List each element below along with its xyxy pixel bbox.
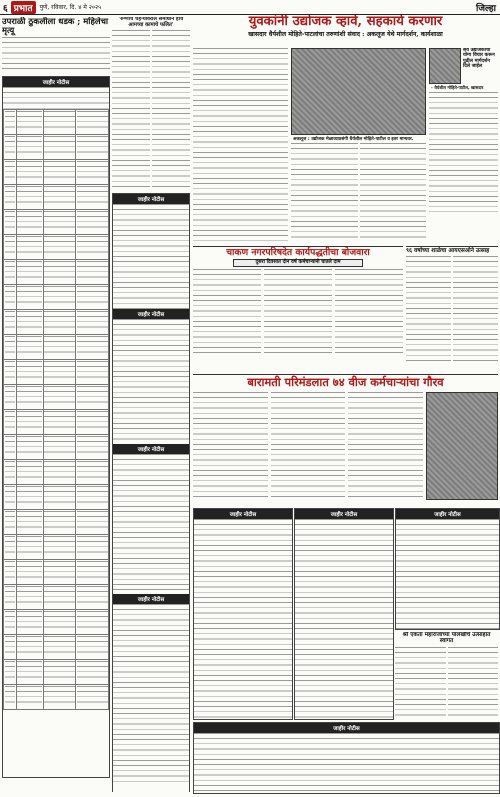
table-cell (76, 210, 109, 235)
chakan-subheadline: दुसरा दिवसात दोन वर्ष कर्मचाऱ्यांनी घातले दाम (233, 259, 363, 267)
table-cell (16, 260, 43, 285)
portrait-photo (429, 48, 461, 84)
table-cell (4, 235, 17, 260)
table-cell (43, 285, 76, 310)
table-cell (16, 310, 43, 335)
table-row (4, 610, 109, 635)
table-cell (43, 110, 76, 135)
school-story (406, 246, 498, 372)
main-story-body-a (193, 48, 288, 243)
table-cell (16, 385, 43, 410)
table-cell (4, 660, 17, 685)
notice-title-5: जाहीर नोटीस (194, 509, 292, 519)
table-cell (43, 510, 76, 535)
table-cell (16, 110, 43, 135)
table-cell (76, 285, 109, 310)
right-teaser (429, 48, 498, 243)
notice-title-2: जाहीर नोटीस (113, 309, 189, 319)
right-teaser-text: सर्व उद्योजकांचा योग्य विचार करून पुढील मार्गदर्शन दिले जाईल (463, 48, 495, 69)
table-cell (4, 310, 17, 335)
masthead (0, 0, 500, 15)
table-row (4, 210, 109, 235)
table-cell (43, 235, 76, 260)
main-headline: युवकांनी उद्योजक व्हावे, सहकार्य करणार (248, 15, 443, 29)
left-story-headline: उपराळी ठुकलीला धडक ; महिलेचा मृत्यू (2, 17, 109, 36)
table-cell (4, 210, 17, 235)
table-row (4, 435, 109, 460)
table-cell (76, 560, 109, 585)
table-cell (43, 360, 76, 385)
table-cell (43, 260, 76, 285)
table-cell (4, 485, 17, 510)
table-cell (76, 635, 109, 660)
table-cell (43, 560, 76, 585)
table-cell (16, 160, 43, 185)
table-cell (43, 685, 76, 710)
table-cell (4, 435, 17, 460)
table-cell (43, 160, 76, 185)
table-cell (16, 410, 43, 435)
table-cell (43, 385, 76, 410)
table-cell (4, 135, 17, 160)
baramati-headline: बारामती परिमंडलात ७४ वीज कर्मचाऱ्यांचा गौरव (247, 375, 444, 389)
table-cell (43, 660, 76, 685)
table-row (4, 135, 109, 160)
table-row (4, 685, 109, 710)
table-cell (76, 385, 109, 410)
bottom-right-headline: श्री एकता महाराजांच्या पालखीचे उत्साहात स्वागत (402, 632, 491, 645)
left-notice-intro (3, 87, 109, 109)
baramati-photo (426, 392, 498, 500)
table-cell (76, 610, 109, 635)
table-cell (16, 610, 43, 635)
table-cell (4, 535, 17, 560)
date-line: पुणे, रविवार, दि. ४ मे २०२५ (39, 4, 102, 11)
left-story-body (2, 37, 110, 73)
left-column (2, 17, 110, 792)
table-cell (76, 435, 109, 460)
table-cell (4, 685, 17, 710)
left-notice-title: जाहीर नोटीस (3, 77, 109, 87)
second-col-body (112, 30, 190, 190)
table-cell (43, 610, 76, 635)
table-cell (76, 235, 109, 260)
table-cell (16, 360, 43, 385)
table-cell (4, 510, 17, 535)
table-cell (16, 535, 43, 560)
notice-title-4: जाहीर नोटीस (113, 594, 189, 604)
notice-box-7 (395, 508, 500, 630)
table-cell (4, 610, 17, 635)
second-column (112, 17, 190, 792)
table-cell (43, 585, 76, 610)
table-cell (16, 285, 43, 310)
chakan-story (193, 246, 403, 372)
table-cell (4, 410, 17, 435)
footer-notice (193, 722, 500, 794)
table-cell (16, 460, 43, 485)
notice-table (3, 109, 109, 710)
table-cell (43, 410, 76, 435)
notice-box-6 (294, 508, 394, 720)
table-cell (16, 560, 43, 585)
table-cell (4, 585, 17, 610)
table-cell (43, 460, 76, 485)
table-cell (16, 485, 43, 510)
table-row (4, 285, 109, 310)
table-cell (4, 635, 17, 660)
table-row (4, 635, 109, 660)
table-cell (43, 535, 76, 560)
table-row (4, 235, 109, 260)
table-cell (43, 485, 76, 510)
table-cell (16, 185, 43, 210)
table-cell (4, 335, 17, 360)
table-cell (43, 310, 76, 335)
table-row (4, 560, 109, 585)
table-row (4, 335, 109, 360)
table-cell (76, 685, 109, 710)
notice-box-5 (193, 508, 293, 720)
table-row (4, 460, 109, 485)
chakan-headline: चाकण नगरपरिषदेत कार्यपद्धतीचा बोजवारा (226, 247, 370, 258)
table-cell (76, 510, 109, 535)
notice-title-1: जाहीर नोटीस (113, 194, 189, 204)
baramati-story (193, 374, 498, 505)
table-cell (43, 185, 76, 210)
right-teaser-attribution: - धैर्यशील मोहिते-पाटील, खासदार (431, 85, 484, 90)
table-row (4, 485, 109, 510)
table-cell (16, 635, 43, 660)
table-cell (76, 135, 109, 160)
section-name: जिल्हा (476, 4, 496, 14)
table-row (4, 410, 109, 435)
table-cell (76, 360, 109, 385)
table-row (4, 360, 109, 385)
table-cell (76, 260, 109, 285)
table-row (4, 535, 109, 560)
left-notice-box (2, 76, 110, 778)
table-cell (76, 585, 109, 610)
page-number: ६ (3, 3, 8, 14)
table-cell (43, 435, 76, 460)
table-cell (4, 460, 17, 485)
table-cell (16, 335, 43, 360)
table-cell (16, 210, 43, 235)
notice-title-7: जाहीर नोटीस (396, 509, 499, 519)
table-cell (16, 235, 43, 260)
table-row (4, 310, 109, 335)
table-cell (76, 335, 109, 360)
main-story-photo (291, 48, 426, 135)
table-cell (76, 660, 109, 685)
table-cell (4, 160, 17, 185)
bottom-right-story (395, 632, 498, 722)
table-row (4, 110, 109, 135)
table-cell (16, 585, 43, 610)
table-cell (76, 460, 109, 485)
notice-title-3: जाहीर नोटीस (113, 444, 189, 454)
second-col-quote: 'रुग्णांचे चेहऱ्यावरील समाधान हाच आमच्या कामाचे फलित' (118, 17, 184, 28)
table-cell (16, 435, 43, 460)
table-cell (4, 560, 17, 585)
table-cell (76, 185, 109, 210)
table-cell (76, 160, 109, 185)
table-row (4, 185, 109, 210)
table-row (4, 260, 109, 285)
table-row (4, 160, 109, 185)
table-cell (76, 310, 109, 335)
main-photo-caption: अकलूज : उद्योजक मेळाव्याप्रसंगी धैर्यशील मोहिते-पाटील व इतर मान्यवर. (293, 137, 414, 142)
footer-notice-title: जाहीर नोटीस (194, 723, 499, 733)
table-cell (43, 210, 76, 235)
table-cell (16, 135, 43, 160)
main-subheadline: खासदार धैर्यशील मोहिते-पाटलांचा तरुणांशी संवाद : अकलूज येथे मार्गदर्शन, कार्यशाळा (248, 30, 443, 38)
table-cell (76, 535, 109, 560)
school-headline: ९६ वर्षाच्या शाळेचा आयएसओने उत्साह (406, 248, 490, 254)
table-cell (4, 185, 17, 210)
table-cell (4, 260, 17, 285)
table-cell (4, 385, 17, 410)
notice-title-6: जाहीर नोटीस (295, 509, 393, 519)
table-cell (43, 635, 76, 660)
table-cell (43, 135, 76, 160)
table-cell (76, 485, 109, 510)
paper-logo: प्रभात (11, 1, 36, 14)
table-row (4, 660, 109, 685)
table-cell (76, 410, 109, 435)
table-row (4, 510, 109, 535)
table-cell (16, 685, 43, 710)
table-cell (76, 110, 109, 135)
table-row (4, 385, 109, 410)
table-cell (43, 335, 76, 360)
main-story-photo-area (291, 48, 426, 243)
table-cell (4, 360, 17, 385)
table-row (4, 585, 109, 610)
table-cell (4, 110, 17, 135)
second-col-notice (112, 193, 190, 792)
table-cell (16, 510, 43, 535)
table-cell (4, 285, 17, 310)
table-cell (16, 660, 43, 685)
